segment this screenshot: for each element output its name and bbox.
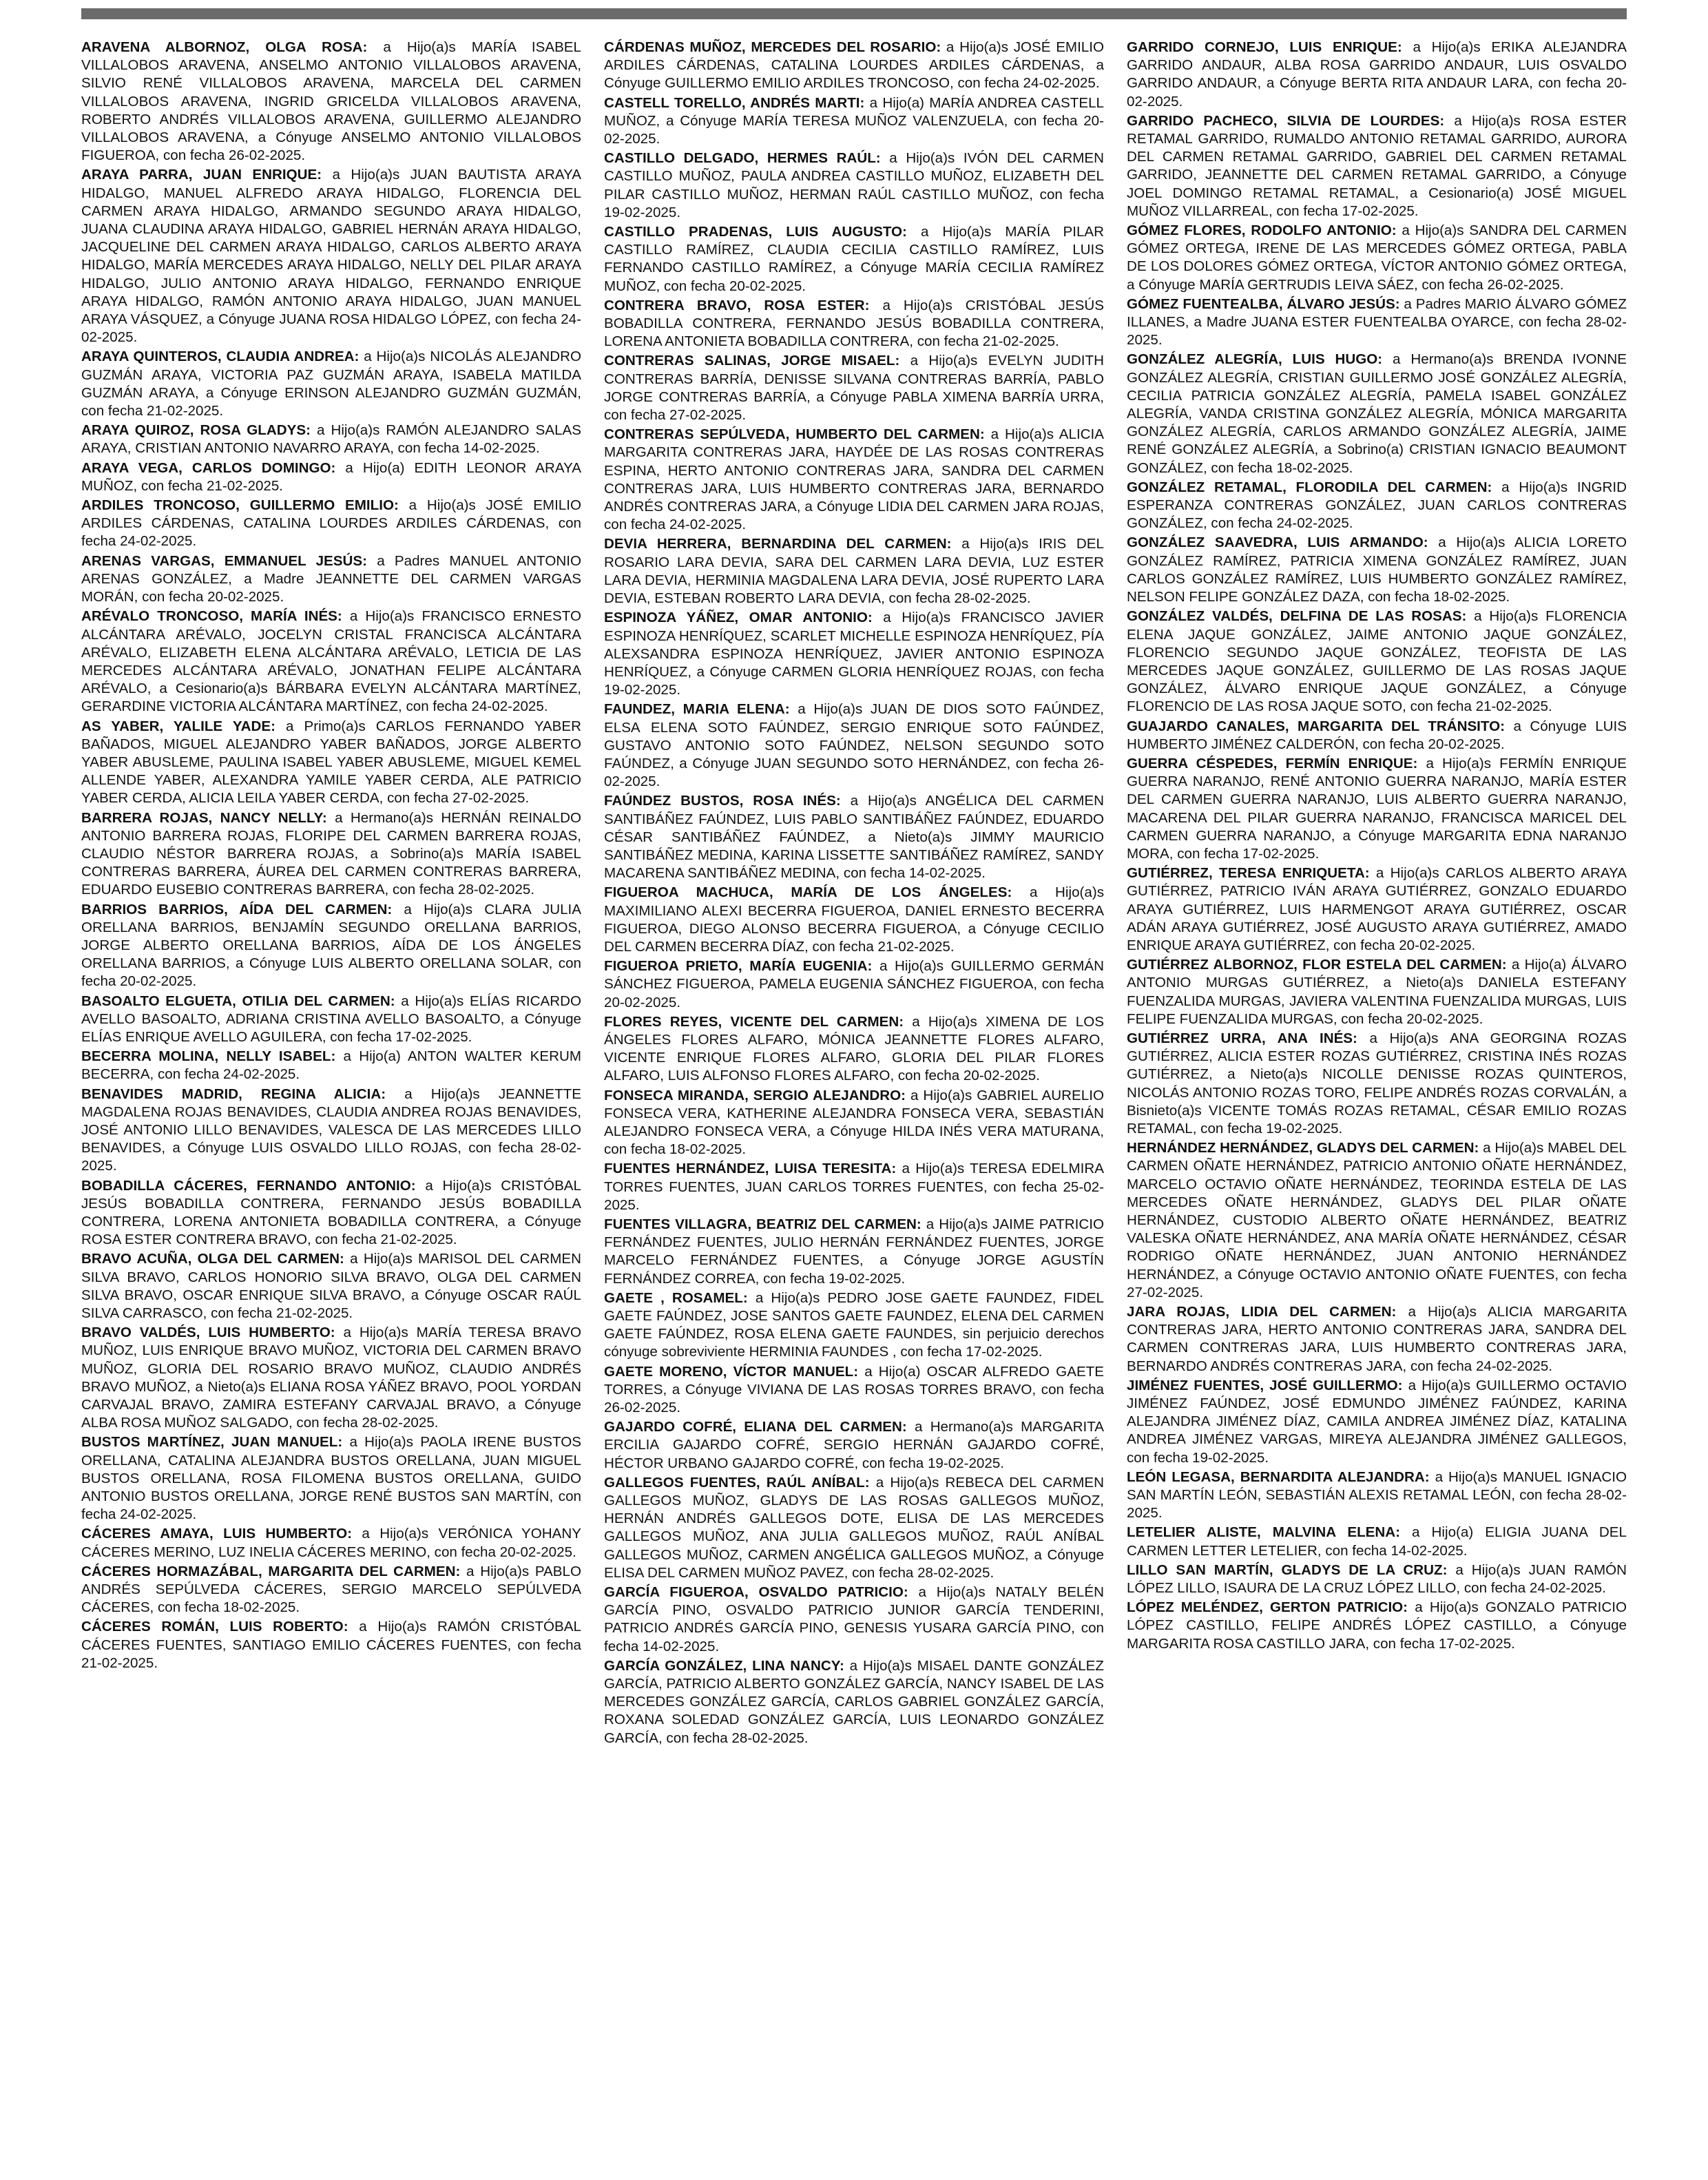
deceased-name: GÓMEZ FLORES, RODOLFO ANTONIO:	[1127, 222, 1397, 239]
notice-entry	[1127, 1599, 1627, 1653]
notice-entry	[81, 497, 581, 551]
notice-entry	[81, 459, 581, 495]
notice-entry	[81, 1618, 581, 1672]
notice-entry	[1127, 222, 1627, 294]
heirs-text: a Hijo(a) OSCAR ALFREDO GAETE TORRES, a Cónyuge VIVIANA DE LAS ROSAS TORRES BRAVO, con fecha 26-02-2025.	[604, 1363, 1104, 1416]
notice-entry	[1127, 956, 1627, 1028]
deceased-name: BENAVIDES MADRID, REGINA ALICIA:	[81, 1086, 386, 1102]
notice-entry	[81, 1324, 581, 1432]
heirs-text: a Hijo(a)s JAIME PATRICIO FERNÁNDEZ FUENTES, JULIO HERNÁN FERNÁNDEZ FUENTES, JORGE MARCELO FERNÁNDEZ FUENTES, a Cónyuge JORGE AGUSTÍN FERNÁNDEZ CORREA, con fecha 19-02-2025.	[604, 1216, 1104, 1287]
heirs-text: a Hijo(a)s GUILLERMO OCTAVIO JIMÉNEZ FAÚNDEZ, JOSÉ EDMUNDO JIMÉNEZ FAÚNDEZ, KARINA ALEJANDRA JIMÉNEZ DÍAZ, CAMILA ANDREA JIMÉNEZ DÍAZ, KATALINA ANDREA JIMÉNEZ VARGAS, MIREYA ALEJANDRA JIMÉNEZ GALLEGOS, con fecha 19-02-2025.	[1127, 1377, 1627, 1466]
heirs-text: a Hijo(a)s CLARA JULIA ORELLANA BARRIOS, BENJAMÍN SEGUNDO ORELLANA BARRIOS, JORGE ALBERTO ORELLANA BARRIOS, AÍDA DE LOS ÁNGELES ORELLANA BARRIOS, a Cónyuge LUIS ALBERTO ORELLANA SOLAR, con fecha 20-02-2025.	[81, 901, 581, 990]
notice-entry	[1127, 1030, 1627, 1138]
deceased-name: ARAVENA ALBORNOZ, OLGA ROSA:	[81, 39, 368, 55]
deceased-name: FUENTES HERNÁNDEZ, LUISA TERESITA:	[604, 1161, 897, 1177]
heirs-text: a Hijo(a)s MARISOL DEL CARMEN SILVA BRAVO, CARLOS HONORIO SILVA BRAVO, OLGA DEL CARMEN SILVA BRAVO, OSCAR ENRIQUE SILVA BRAVO, a Cónyuge OSCAR RAÚL SILVA CARRASCO, con fecha 21-02-2025.	[81, 1251, 581, 1322]
notice-entry	[81, 1433, 581, 1524]
heirs-text: a Hijo(a)s MISAEL DANTE GONZÁLEZ GARCÍA, PATRICIO ALBERTO GONZÁLEZ GARCÍA, NANCY ISABEL DE LAS MERCEDES GONZÁLEZ GARCÍA, CARLOS GABRIEL GONZÁLEZ GARCÍA, ROXANA SOLEDAD GONZÁLEZ GARCÍA, LUIS LEONARDO GONZÁLEZ GARCÍA, con fecha 28-02-2025.	[604, 1657, 1104, 1746]
notice-entry	[604, 535, 1104, 608]
heirs-text: a Hijo(a)s MANUEL IGNACIO SAN MARTÍN LEÓN, SEBASTIÁN ALEXIS RETAMAL LEÓN, con fecha 28-02-2025.	[1127, 1468, 1627, 1522]
notice-entry	[604, 223, 1104, 295]
heirs-text: a Hijo(a)s MABEL DEL CARMEN OÑATE HERNÁNDEZ, PATRICIO ANTONIO OÑATE HERNÁNDEZ, MARCELO OCTAVIO OÑATE HERNÁNDEZ, TEORINDA ESTELA DE LAS MERCEDES OÑATE HERNÁNDEZ, GLADYS DEL PILAR OÑATE HERNÁNDEZ, CUSTODIO ALBERTO OÑATE HERNÁNDEZ, BEATRIZ VALESKA OÑATE HERNÁNDEZ, ANA MARÍA OÑATE HERNÁNDEZ, CÉSAR RODRIGO OÑATE HERNÁNDEZ, JUAN ANTONIO HERNÁNDEZ HERNÁNDEZ, a Cónyuge OCTAVIO ANTONIO OÑATE FUENTES, con fecha 27-02-2025.	[1127, 1140, 1627, 1300]
notice-entry	[1127, 1561, 1627, 1597]
heirs-text: a Hijo(a)s JOSÉ EMILIO ARDILES CÁRDENAS, CATALINA LOURDES ARDILES CÁRDENAS, con fecha 24-02-2025.	[81, 497, 581, 550]
deceased-name: LETELIER ALISTE, MALVINA ELENA:	[1127, 1524, 1401, 1541]
deceased-name: GONZÁLEZ RETAMAL, FLORODILA DEL CARMEN:	[1127, 479, 1492, 495]
notice-entry	[604, 94, 1104, 149]
deceased-name: GUTIÉRREZ ALBORNOZ, FLOR ESTELA DEL CARMEN:	[1127, 957, 1507, 973]
deceased-name: ARAYA QUIROZ, ROSA GLADYS:	[81, 422, 311, 439]
deceased-name: BUSTOS MARTÍNEZ, JUAN MANUEL:	[81, 1434, 343, 1451]
heirs-text: a Hijo(a)s ALICIA LORETO GONZÁLEZ RAMÍREZ, PATRICIA XIMENA GONZÁLEZ RAMÍREZ, JUAN CARLOS GONZÁLEZ RAMÍREZ, LUIS HUMBERTO GONZÁLEZ RAMÍREZ, NELSON FELIPE GONZÁLEZ DAZA, con fecha 18-02-2025.	[1127, 534, 1627, 605]
deceased-name: CÁRDENAS MUÑOZ, MERCEDES DEL ROSARIO:	[604, 39, 941, 55]
deceased-name: CONTRERA BRAVO, ROSA ESTER:	[604, 297, 870, 313]
notice-entry	[81, 718, 581, 808]
heirs-text: a Hijo(a)s MARÍA ISABEL VILLALOBOS ARAVENA, ANSELMO ANTONIO VILLALOBOS ARAVENA, SILVIO RENÉ VILLALOBOS ARAVENA, MARCELA DEL CARMEN VILLALOBOS ARAVENA, INGRID GRICELDA VILLALOBOS ARAVENA, ROBERTO ANDRÉS VILLALOBOS ARAVENA, GUILLERMO ALEJANDRO VILLALOBOS ARAVENA, a Cónyuge ANSELMO ANTONIO VILLALOBOS FIGUEROA, con fecha 26-02-2025.	[81, 39, 581, 164]
deceased-name: GAETE MORENO, VÍCTOR MANUEL:	[604, 1363, 859, 1380]
deceased-name: CÁCERES HORMAZÁBAL, MARGARITA DEL CARMEN:	[81, 1563, 461, 1579]
deceased-name: GUAJARDO CANALES, MARGARITA DEL TRÁNSITO:	[1127, 718, 1505, 734]
heirs-text: a Hijo(a)s FRANCISCO JAVIER ESPINOZA HENRÍQUEZ, SCARLET MICHELLE ESPINOZA HENRÍQUEZ, PÍA ALEXSANDRA ESPINOZA HENRÍQUEZ, JAVIER ANTONIO ESPINOZA HENRÍQUEZ, a Cónyuge CARMEN GLORIA HENRÍQUEZ ROJAS, con fecha 19-02-2025.	[604, 610, 1104, 698]
notices-columns	[81, 39, 1627, 2167]
notice-entry	[604, 1584, 1104, 1656]
heirs-text: a Hermano(a)s HERNÁN REINALDO ANTONIO BARRERA ROJAS, FLORIPE DEL CARMEN BARRERA ROJAS, CLAUDIO NÉSTOR BARRERA ROJAS, a Sobrino(a)s MARÍA ISABEL CONTRERAS BARRERA, ÁUREA DEL CARMEN CONTRERAS BARRERA, EDUARDO EUSEBIO CONTRERAS BARRERA, con fecha 28-02-2025.	[81, 809, 581, 898]
notice-entry	[604, 352, 1104, 424]
notice-entry	[604, 609, 1104, 699]
notice-entry	[81, 166, 581, 346]
deceased-name: CASTELL TORELLO, ANDRÉS MARTI:	[604, 94, 865, 111]
notice-entry	[81, 39, 581, 165]
heirs-text: a Hijo(a)s NICOLÁS ALEJANDRO GUZMÁN ARAYA, VICTORIA PAZ GUZMÁN ARAYA, ISABELA MATILDA GUZMÁN ARAYA, a Cónyuge ERINSON ALEJANDRO GUZMÁN GUZMÁN, con fecha 21-02-2025.	[81, 349, 581, 419]
notice-entry	[1127, 718, 1627, 754]
deceased-name: CONTRERAS SALINAS, JORGE MISAEL:	[604, 353, 900, 369]
deceased-name: GUTIÉRREZ, TERESA ENRIQUETA:	[1127, 865, 1370, 882]
deceased-name: GONZÁLEZ VALDÉS, DELFINA DE LAS ROSAS:	[1127, 608, 1467, 625]
heirs-text: a Hijo(a)s ERIKA ALEJANDRA GARRIDO ANDAUR, ALBA ROSA GARRIDO ANDAUR, LUIS OSVALDO GARRIDO ANDAUR, a Cónyuge BERTA RITA ANDAUR LARA, con fecha 20-02-2025.	[1127, 39, 1627, 110]
deceased-name: CONTRERAS SEPÚLVEDA, HUMBERTO DEL CARMEN:	[604, 426, 985, 443]
deceased-name: LILLO SAN MARTÍN, GLADYS DE LA CRUZ:	[1127, 1561, 1448, 1578]
column-1	[81, 39, 581, 2167]
deceased-name: FAUNDEZ, MARIA ELENA:	[604, 701, 790, 718]
deceased-name: CASTILLO DELGADO, HERMES RAÚL:	[604, 150, 881, 167]
notice-entry	[1127, 1303, 1627, 1376]
deceased-name: GUERRA CÉSPEDES, FERMÍN ENRIQUE:	[1127, 755, 1418, 771]
deceased-name: ARAYA VEGA, CARLOS DOMINGO:	[81, 459, 336, 476]
heirs-text: a Hijo(a)s INGRID ESPERANZA CONTRERAS GONZÁLEZ, JUAN CARLOS CONTRERAS GONZÁLEZ, con fecha 24-02-2025.	[1127, 479, 1627, 532]
deceased-name: FIGUEROA PRIETO, MARÍA EUGENIA:	[604, 958, 873, 975]
deceased-name: ARENAS VARGAS, EMMANUEL JESÚS:	[81, 552, 367, 569]
notice-entry	[81, 1563, 581, 1617]
heirs-text: a Hijo(a)s ALICIA MARGARITA CONTRERAS JARA, HAYDÉE DE LAS ROSAS CONTRERAS ESPINA, HERTO ANTONIO CONTRERAS JARA, SANDRA DEL CARMEN CONTRERAS JARA, LUIS HUMBERTO CONTRERAS JARA, BERNARDO ANDRÉS CONTRERAS JARA, a Cónyuge LIDIA DEL CARMEN JARA ROJAS, con fecha 24-02-2025.	[604, 426, 1104, 533]
notice-entry	[604, 957, 1104, 1012]
notice-entry	[604, 1160, 1104, 1214]
notice-entry	[81, 1048, 581, 1083]
heirs-text: a Hijo(a)s GABRIEL AURELIO FONSECA VERA, KATHERINE ALEJANDRA FONSECA VERA, SEBASTIÁN ALEJANDRO FONSECA VERA, a Cónyuge HILDA INÉS VERA MATURANA, con fecha 18-02-2025.	[604, 1087, 1104, 1158]
heirs-text: a Hijo(a)s GONZALO PATRICIO LÓPEZ CASTILLO, FELIPE ANDRÉS LÓPEZ CASTILLO, a Cónyuge MARGARITA ROSA CASTILLO JARA, con fecha 17-02-2025.	[1127, 1599, 1627, 1652]
heirs-text: a Hijo(a)s CRISTÓBAL JESÚS BOBADILLA CONTRERA, FERNANDO JESÚS BOBADILLA CONTRERA, LORENA ANTONIETA BOBADILLA CONTRERA, con fecha 21-02-2025.	[604, 297, 1104, 350]
deceased-name: BOBADILLA CÁCERES, FERNANDO ANTONIO:	[81, 1177, 416, 1194]
heirs-text: a Hijo(a)s JUAN RAMÓN LÓPEZ LILLO, ISAURA DE LA CRUZ LÓPEZ LILLO, con fecha 24-02-2025.	[1127, 1561, 1627, 1597]
notice-entry	[604, 884, 1104, 956]
heirs-text: a Hijo(a)s RAMÓN ALEJANDRO SALAS ARAYA, CRISTIAN ANTONIO NAVARRO ARAYA, con fecha 14-02-2025.	[81, 422, 581, 457]
deceased-name: GAJARDO COFRÉ, ELIANA DEL CARMEN:	[604, 1419, 907, 1435]
heirs-text: a Hijo(a)s JUAN DE DIOS SOTO FAÚNDEZ, ELSA ELENA SOTO FAÚNDEZ, SERGIO ENRIQUE SOTO FAÚNDEZ, GUSTAVO ANTONIO SOTO FAÚNDEZ, NELSON SEGUNDO SOTO FAÚNDEZ, a Cónyuge JUAN SEGUNDO SOTO HERNÁNDEZ, con fecha 26-02-2025.	[604, 701, 1104, 790]
notice-entry	[1127, 295, 1627, 350]
notice-entry	[1127, 39, 1627, 111]
notice-entry	[604, 792, 1104, 882]
deceased-name: CÁCERES ROMÁN, LUIS ROBERTO:	[81, 1619, 348, 1635]
heirs-text: a Hijo(a) EDITH LEONOR ARAYA MUÑOZ, con fecha 21-02-2025.	[81, 459, 581, 494]
heirs-text: a Hijo(a)s FRANCISCO ERNESTO ALCÁNTARA ARÉVALO, JOCELYN CRISTAL FRANCISCA ALCÁNTARA ARÉVALO, ELIZABETH ELENA ALCÁNTARA ARÉVALO, LETICIA DE LAS MERCEDES ALCÁNTARA ARÉVALO, JONATHAN FELIPE ALCÁNTARA ARÉVALO, a Cesionario(a)s BÁRBARA EVELYN ALCÁNTARA MARTÍNEZ, GERARDINE VICTORIA ALCÁNTARA MARTÍNEZ, con fecha 24-02-2025.	[81, 608, 581, 715]
column-2	[604, 39, 1104, 2167]
heirs-text: a Hijo(a)s VERÓNICA YOHANY CÁCERES MERINO, LUZ INELIA CÁCERES MERINO, con fecha 20-02-2025.	[81, 1526, 581, 1560]
deceased-name: FONSECA MIRANDA, SERGIO ALEJANDRO:	[604, 1087, 906, 1103]
notice-entry	[1127, 755, 1627, 863]
notice-entry	[604, 1013, 1104, 1086]
heirs-text: a Hijo(a)s SANDRA DEL CARMEN GÓMEZ ORTEGA, IRENE DE LAS MERCEDES GÓMEZ ORTEGA, PABLA DE LOS DOLORES GÓMEZ ORTEGA, VÍCTOR ANTONIO GÓMEZ ORTEGA, a Cónyuge MARÍA GERTRUDIS LEIVA SÁEZ, con fecha 26-02-2025.	[1127, 222, 1627, 293]
deceased-name: GARRIDO PACHECO, SILVIA DE LOURDES:	[1127, 112, 1445, 129]
heirs-text: a Hijo(a)s JUAN BAUTISTA ARAYA HIDALGO, MANUEL ALFREDO ARAYA HIDALGO, FLORENCIA DEL CARMEN ARAYA HIDALGO, ARMANDO SEGUNDO ARAYA HIDALGO, JUANA CLAUDINA ARAYA HIDALGO, GABRIEL HERNÁN ARAYA HIDALGO, JACQUELINE DEL CARMEN ARAYA HIDALGO, CARLOS ALBERTO ARAYA HIDALGO, MARÍA MERCEDES ARAYA HIDALGO, NELLY DEL PILAR ARAYA HIDALGO, JULIO ANTONIO ARAYA HIDALGO, FERNANDO ENRIQUE ARAYA HIDALGO, RAMÓN ANTONIO ARAYA HIDALGO, JUAN MANUEL ARAYA VÁSQUEZ, a Cónyuge JUANA ROSA HIDALGO LÓPEZ, con fecha 24-02-2025.	[81, 167, 581, 346]
heirs-text: a Hijo(a)s REBECA DEL CARMEN GALLEGOS MUÑOZ, GLADYS DE LAS ROSAS GALLEGOS MUÑOZ, HERNÁN ANDRÉS GALLEGOS DOTE, ELISA DE LAS MERCEDES GALLEGOS MUÑOZ, ANA JULIA GALLEGOS MUÑOZ, RAÚL ANÍBAL GALLEGOS MUÑOZ, CARMEN ANGÉLICA GALLEGOS MUÑOZ, a Cónyuge ELISA DEL CARMEN MUÑOZ PAVEZ, con fecha 28-02-2025.	[604, 1474, 1104, 1581]
deceased-name: FUENTES VILLAGRA, BEATRIZ DEL CARMEN:	[604, 1216, 921, 1232]
notice-entry	[81, 1525, 581, 1561]
notice-entry	[1127, 1139, 1627, 1302]
top-rule	[81, 8, 1627, 19]
notice-entry	[1127, 112, 1627, 220]
heirs-text: a Hijo(a)s MARÍA TERESA BRAVO MUÑOZ, LUIS ENRIQUE BRAVO MUÑOZ, VICTORIA DEL CARMEN BRAVO MUÑOZ, GLORIA DEL ROSARIO BRAVO MUÑOZ, CLAUDIO ANDRÉS BRAVO MUÑOZ, a Nieto(a)s ELIANA ROSA YÁÑEZ BRAVO, POOL YORDAN CARVAJAL BRAVO, ZAMIRA ESTEFANY CARVAJAL BRAVO, a Cónyuge ALBA ROSA MUÑOZ SALGADO, con fecha 28-02-2025.	[81, 1325, 581, 1431]
notice-entry	[81, 552, 581, 607]
notice-entry	[604, 1363, 1104, 1418]
heirs-text: a Hijo(a)s TERESA EDELMIRA TORRES FUENTES, JUAN CARLOS TORRES FUENTES, con fecha 25-02-2025.	[604, 1161, 1104, 1213]
heirs-text: a Hijo(a)s IVÓN DEL CARMEN CASTILLO MUÑOZ, PAULA ANDREA CASTILLO MUÑOZ, ELIZABETH DEL PILAR CASTILLO MUÑOZ, HERMAN RAÚL CASTILLO MUÑOZ, con fecha 19-02-2025.	[604, 150, 1104, 220]
notice-entry	[81, 422, 581, 457]
notice-entry	[604, 1418, 1104, 1473]
deceased-name: ARAYA PARRA, JUAN ENRIQUE:	[81, 167, 322, 183]
deceased-name: BECERRA MOLINA, NELLY ISABEL:	[81, 1048, 336, 1065]
heirs-text: a Hijo(a)s FERMÍN ENRIQUE GUERRA NARANJO, RENÉ ANTONIO GUERRA NARANJO, MARÍA ESTER DEL CARMEN GUERRA NARANJO, LUIS ALBERTO GUERRA NARANJO, MACARENA DEL PILAR GUERRA NARANJO, FRANCISCA MARICEL DEL CARMEN GUERRA NARANJO, a Cónyuge MARGARITA EDNA NARANJO MORA, con fecha 17-02-2025.	[1127, 755, 1627, 862]
deceased-name: CÁCERES AMAYA, LUIS HUMBERTO:	[81, 1526, 352, 1542]
notice-entry	[81, 348, 581, 420]
notice-entry	[81, 809, 581, 900]
deceased-name: JIMÉNEZ FUENTES, JOSÉ GUILLERMO:	[1127, 1377, 1403, 1393]
deceased-name: BRAVO VALDÉS, LUIS HUMBERTO:	[81, 1325, 335, 1341]
heirs-text: a Hijo(a)s CRISTÓBAL JESÚS BOBADILLA CONTRERA, FERNANDO JESÚS BOBADILLA CONTRERA, LORENA ANTONIETA BOBADILLA CONTRERA, a Cónyuge ROSA ESTER CONTRERA BRAVO, con fecha 21-02-2025.	[81, 1177, 581, 1248]
notice-entry	[604, 39, 1104, 93]
heirs-text: a Cónyuge LUIS HUMBERTO JIMÉNEZ CALDERÓN, con fecha 20-02-2025.	[1127, 718, 1627, 752]
deceased-name: ARÉVALO TRONCOSO, MARÍA INÉS:	[81, 608, 342, 625]
heirs-text: a Hijo(a)s GUILLERMO GERMÁN SÁNCHEZ FIGUEROA, PAMELA EUGENIA SÁNCHEZ FIGUEROA, con fecha 20-02-2025.	[604, 958, 1104, 1010]
heirs-text: a Hijo(a)s PEDRO JOSE GAETE FAUNDEZ, FIDEL GAETE FAÚNDEZ, JOSE SANTOS GAETE FAUNDEZ, ELENA DEL CARMEN GAETE FAÚNDEZ, ROSA ELENA GAETE FAUNDES, sin perjuicio derechos cónyuge sobreviviente HERMINIA FAUNDES , con fecha 17-02-2025.	[604, 1289, 1104, 1360]
heirs-text: a Hijo(a)s ANA GEORGINA ROZAS GUTIÉRREZ, ALICIA ESTER ROZAS GUTIÉRREZ, CRISTINA INÉS ROZAS GUTIÉRREZ, a Nieto(a)s NICOLLE DENISSE ROZAS QUINTEROS, NICOLÁS ANTONIO ROZAS TORO, FELIPE ANDRÉS ROZAS CORVALÁN, a Bisnieto(a)s VICENTE TOMÁS ROZAS RETAMAL, CÉSAR EMILIO ROZAS RETAMAL, con fecha 19-02-2025.	[1127, 1030, 1627, 1136]
notice-entry	[604, 426, 1104, 534]
deceased-name: BARRERA ROJAS, NANCY NELLY:	[81, 809, 327, 826]
heirs-text: a Padres MANUEL ANTONIO ARENAS GONZÁLEZ, a Madre JEANNETTE DEL CARMEN VARGAS MORÁN, con fecha 20-02-2025.	[81, 552, 581, 605]
heirs-text: a Hijo(a)s JOSÉ EMILIO ARDILES CÁRDENAS, CATALINA LOURDES ARDILES CÁRDENAS, a Cónyuge GUILLERMO EMILIO ARDILES TRONCOSO, con fecha 24-02-2025.	[604, 39, 1104, 92]
heirs-text: a Hijo(a)s ANGÉLICA DEL CARMEN SANTIBÁÑEZ FAÚNDEZ, LUIS PABLO SANTIBÁÑEZ FAÚNDEZ, EDUARDO CÉSAR SANTIBÁÑEZ FAÚNDEZ, a Nieto(a)s JIMMY MAURICIO SANTIBÁÑEZ MEDINA, KARINA LISSETTE SANTIBÁÑEZ RAMÍREZ, SANDY MACARENA SANTIBÁÑEZ MEDINA, con fecha 14-02-2025.	[604, 793, 1104, 882]
heirs-text: a Padres MARIO ÁLVARO GÓMEZ ILLANES, a Madre JUANA ESTER FUENTEALBA OYARCE, con fecha 28-02-2025.	[1127, 295, 1627, 349]
notice-entry	[81, 901, 581, 991]
deceased-name: GÓMEZ FUENTEALBA, ÁLVARO JESÚS:	[1127, 295, 1400, 312]
deceased-name: FIGUEROA MACHUCA, MARÍA DE LOS ÁNGELES:	[604, 884, 1012, 901]
notice-entry	[604, 1087, 1104, 1159]
heirs-text: a Hijo(a)s JEANNETTE MAGDALENA ROJAS BENAVIDES, CLAUDIA ANDREA ROJAS BENAVIDES, JOSÉ ANTONIO LILLO BENAVIDES, VALESCA DE LAS MERCEDES LILLO BENAVIDES, a Cónyuge LUIS OSVALDO LILLO ROJAS, con fecha 28-02-2025.	[81, 1086, 581, 1174]
heirs-text: a Hijo(a)s EVELYN JUDITH CONTRERAS BARRÍA, DENISSE SILVANA CONTRERAS BARRÍA, PABLO JORGE CONTRERAS BARRÍA, a Cónyuge PABLA XIMENA BARRÍA URRA, con fecha 27-02-2025.	[604, 353, 1104, 424]
heirs-text: a Hijo(a)s PABLO ANDRÉS SEPÚLVEDA CÁCERES, SERGIO MARCELO SEPÚLVEDA CÁCERES, con fecha 18-02-2025.	[81, 1563, 581, 1616]
deceased-name: GARCÍA GONZÁLEZ, LINA NANCY:	[604, 1657, 844, 1674]
heirs-text: a Hijo(a)s ROSA ESTER RETAMAL GARRIDO, RUMALDO ANTONIO RETAMAL GARRIDO, AURORA DEL CARMEN RETAMAL GARRIDO, GABRIEL DEL CARMEN RETAMAL GARRIDO, JEANNETTE DEL CARMEN RETAMAL GARRIDO, a Cónyuge JOEL DOMINGO RETAMAL RETAMAL, a Cesionario(a) JOSÉ MIGUEL MUÑOZ VILLARREAL, con fecha 17-02-2025.	[1127, 112, 1627, 219]
deceased-name: DEVIA HERRERA, BERNARDINA DEL CARMEN:	[604, 536, 952, 552]
heirs-text: a Hijo(a) ELIGIA JUANA DEL CARMEN LETTER LETELIER, con fecha 14-02-2025.	[1127, 1524, 1627, 1559]
notice-entry	[1127, 608, 1627, 716]
deceased-name: LÓPEZ MELÉNDEZ, GERTON PATRICIO:	[1127, 1599, 1408, 1616]
heirs-text: a Hijo(a)s MAXIMILIANO ALEXI BECERRA FIGUEROA, DANIEL ERNESTO BECERRA FIGUEROA, DIEGO ALONSO BECERRA FIGUEROA, a Cónyuge CECILIO DEL CARMEN BECERRA DÍAZ, con fecha 21-02-2025.	[604, 884, 1104, 955]
heirs-text: a Hijo(a)s PAOLA IRENE BUSTOS ORELLANA, CATALINA ALEJANDRA BUSTOS ORELLANA, JUAN MIGUEL BUSTOS ORELLANA, ROSA FILOMENA BUSTOS ORELLANA, GUIDO ANTONIO BUSTOS ORELLANA, JORGE RENÉ BUSTOS SAN MARTÍN, con fecha 24-02-2025.	[81, 1434, 581, 1523]
notice-entry	[604, 1657, 1104, 1747]
notice-entry	[1127, 1524, 1627, 1559]
heirs-text: a Hijo(a)s MARÍA PILAR CASTILLO RAMÍREZ, CLAUDIA CECILIA CASTILLO RAMÍREZ, LUIS FERNANDO CASTILLO RAMÍREZ, a Cónyuge MARÍA CECILIA RAMÍREZ MUÑOZ, con fecha 20-02-2025.	[604, 224, 1104, 294]
heirs-text: a Hijo(a)s CARLOS ALBERTO ARAYA GUTIÉRREZ, PATRICIO IVÁN ARAYA GUTIÉRREZ, GONZALO EDUARDO ARAYA GUTIÉRREZ, LUIS HARMENGOT ARAYA GUTIÉRREZ, OSCAR ADÁN ARAYA GUTIÉRREZ, JOSÉ AUGUSTO ARAYA GUTIÉRREZ, AMADO ENRIQUE ARAYA GUTIÉRREZ, con fecha 20-02-2025.	[1127, 865, 1627, 953]
heirs-text: a Hijo(a)s XIMENA DE LOS ÁNGELES FLORES ALFARO, MÓNICA JEANNETTE FLORES ALFARO, VICENTE ENRIQUE FLORES ALFARO, GLORIA DEL PILAR FLORES ALFARO, LUIS ALFONSO FLORES ALFARO, con fecha 20-02-2025.	[604, 1013, 1104, 1084]
notice-entry	[1127, 1377, 1627, 1467]
deceased-name: ESPINOZA YÁÑEZ, OMAR ANTONIO:	[604, 610, 873, 626]
notice-entry	[604, 1474, 1104, 1582]
notice-entry	[1127, 351, 1627, 477]
notice-entry	[81, 1250, 581, 1322]
deceased-name: GUTIÉRREZ URRA, ANA INÉS:	[1127, 1030, 1357, 1046]
deceased-name: GONZÁLEZ SAAVEDRA, LUIS ARMANDO:	[1127, 534, 1428, 551]
deceased-name: GARCÍA FIGUEROA, OSVALDO PATRICIO:	[604, 1584, 908, 1601]
deceased-name: BASOALTO ELGUETA, OTILIA DEL CARMEN:	[81, 993, 395, 1009]
heirs-text: a Hijo(a)s IRIS DEL ROSARIO LARA DEVIA, SARA DEL CARMEN LARA DEVIA, LUZ ESTER LARA DEVIA, HERMINIA MAGDALENA LARA DEVIA, JOSÉ RUPERTO LARA DEVIA, ESTEBAN ROBERTO LARA DEVIA, con fecha 28-02-2025.	[604, 536, 1104, 607]
notice-entry	[604, 700, 1104, 791]
deceased-name: GALLEGOS FUENTES, RAÚL ANÍBAL:	[604, 1474, 870, 1491]
heirs-text: a Primo(a)s CARLOS FERNANDO YABER BAÑADOS, MIGUEL ALEJANDRO YABER BAÑADOS, JORGE ALBERTO YABER ABUSLEME, PAULINA ISABEL YABER ABUSLEME, MIGUEL KEMEL ALLENDE YABER, ALEXANDRA YAMILE YABER CERDA, ALE PATRICIO YABER CERDA, ALICIA LEILA YABER CERDA, con fecha 27-02-2025.	[81, 718, 581, 807]
heirs-text: a Hijo(a)s ALICIA MARGARITA CONTRERAS JARA, HERTO ANTONIO CONTRERAS JARA, SANDRA DEL CARMEN CONTRERAS JARA, LUIS HUMBERTO CONTRERAS JARA, BERNARDO ANDRÉS CONTRERAS JARA, con fecha 24-02-2025.	[1127, 1304, 1627, 1374]
notice-entry	[604, 149, 1104, 222]
deceased-name: BARRIOS BARRIOS, AÍDA DEL CARMEN:	[81, 901, 393, 917]
deceased-name: ARDILES TRONCOSO, GUILLERMO EMILIO:	[81, 497, 399, 514]
heirs-text: a Hermano(a)s BRENDA IVONNE GONZÁLEZ ALEGRÍA, CRISTIAN GUILLERMO JOSÉ GONZÁLEZ ALEGRÍA, CECILIA PATRICIA GONZÁLEZ ALEGRÍA, PAMELA ISABEL GONZÁLEZ ALEGRÍA, VANDA CRISTINA GONZÁLEZ ALEGRÍA, MÓNICA MARGARITA GONZÁLEZ ALEGRÍA, CARLOS ARMANDO GONZÁLEZ ALEGRÍA, JAIME RENÉ GONZÁLEZ ALEGRÍA, a Sobrino(a) CRISTIAN IGNACIO BEAUMONT GONZÁLEZ, con fecha 18-02-2025.	[1127, 351, 1627, 476]
deceased-name: FAÚNDEZ BUSTOS, ROSA INÉS:	[604, 793, 841, 809]
notice-entry	[1127, 479, 1627, 533]
heirs-text: a Hijo(a) ÁLVARO ANTONIO MURGAS GUTIÉRREZ, a Nieto(a)s DANIELA ESTEFANY FUENZALIDA MURGAS, JAVIERA VALENTINA FUENZALIDA MURGAS, LUIS FELIPE FUENZALIDA MURGAS, con fecha 20-02-2025.	[1127, 957, 1627, 1027]
deceased-name: ARAYA QUINTEROS, CLAUDIA ANDREA:	[81, 349, 360, 365]
notice-entry	[81, 1086, 581, 1176]
column-3	[1127, 39, 1627, 2167]
notice-entry	[604, 1289, 1104, 1362]
notice-entry	[1127, 1468, 1627, 1523]
deceased-name: AS YABER, YALILE YADE:	[81, 718, 276, 734]
heirs-text: a Hijo(a)s FLORENCIA ELENA JAQUE GONZÁLEZ, JAIME ANTONIO JAQUE GONZÁLEZ, FLORENCIO SEGUNDO JAQUE GONZÁLEZ, TEOFISTA DE LAS MERCEDES JAQUE GONZÁLEZ, GUILLERMO DE LAS ROSAS JAQUE GONZÁLEZ, ÁLVARO ENRIQUE JAQUE GONZÁLEZ, a Cónyuge FLORENCIO DE LAS ROSA JAQUE SOTO, con fecha 21-02-2025.	[1127, 608, 1627, 715]
deceased-name: CASTILLO PRADENAS, LUIS AUGUSTO:	[604, 224, 907, 240]
heirs-text: a Hermano(a)s MARGARITA ERCILIA GAJARDO COFRÉ, SERGIO HERNÁN GAJARDO COFRÉ, HÉCTOR URBANO GAJARDO COFRÉ, con fecha 19-02-2025.	[604, 1419, 1104, 1471]
notice-entry	[604, 297, 1104, 351]
notice-entry	[1127, 864, 1627, 955]
deceased-name: BRAVO ACUÑA, OLGA DEL CARMEN:	[81, 1251, 344, 1267]
notice-entry	[81, 993, 581, 1047]
deceased-name: HERNÁNDEZ HERNÁNDEZ, GLADYS DEL CARMEN:	[1127, 1140, 1479, 1156]
heirs-text: a Hijo(a)s NATALY BELÉN GARCÍA PINO, OSVALDO PATRICIO JUNIOR GARCÍA TENDERINI, PATRICIO ANDRÉS GARCÍA PINO, GENESIS YUSARA GARCÍA PINO, con fecha 14-02-2025.	[604, 1584, 1104, 1654]
deceased-name: GARRIDO CORNEJO, LUIS ENRIQUE:	[1127, 39, 1402, 55]
heirs-text: a Hijo(a) MARÍA ANDREA CASTELL MUÑOZ, a Cónyuge MARÍA TERESA MUÑOZ VALENZUELA, con fecha 20-02-2025.	[604, 94, 1104, 147]
notice-entry	[81, 608, 581, 716]
notice-entry	[1127, 534, 1627, 606]
heirs-text: a Hijo(a) ANTON WALTER KERUM BECERRA, con fecha 24-02-2025.	[81, 1048, 581, 1083]
deceased-name: LEÓN LEGASA, BERNARDITA ALEJANDRA:	[1127, 1468, 1430, 1485]
notice-entry	[81, 1177, 581, 1249]
heirs-text: a Hijo(a)s RAMÓN CRISTÓBAL CÁCERES FUENTES, SANTIAGO EMILIO CÁCERES FUENTES, con fecha 21-02-2025.	[81, 1619, 581, 1671]
deceased-name: GAETE , ROSAMEL:	[604, 1289, 748, 1306]
deceased-name: FLORES REYES, VICENTE DEL CARMEN:	[604, 1013, 904, 1030]
deceased-name: JARA ROJAS, LIDIA DEL CARMEN:	[1127, 1304, 1397, 1320]
heirs-text: a Hijo(a)s ELÍAS RICARDO AVELLO BASOALTO, ADRIANA CRISTINA AVELLO BASOALTO, a Cónyuge ELÍAS ENRIQUE AVELLO AGUILERA, con fecha 17-02-2025.	[81, 993, 581, 1045]
notice-entry	[604, 1216, 1104, 1288]
deceased-name: GONZÁLEZ ALEGRÍA, LUIS HUGO:	[1127, 351, 1383, 368]
